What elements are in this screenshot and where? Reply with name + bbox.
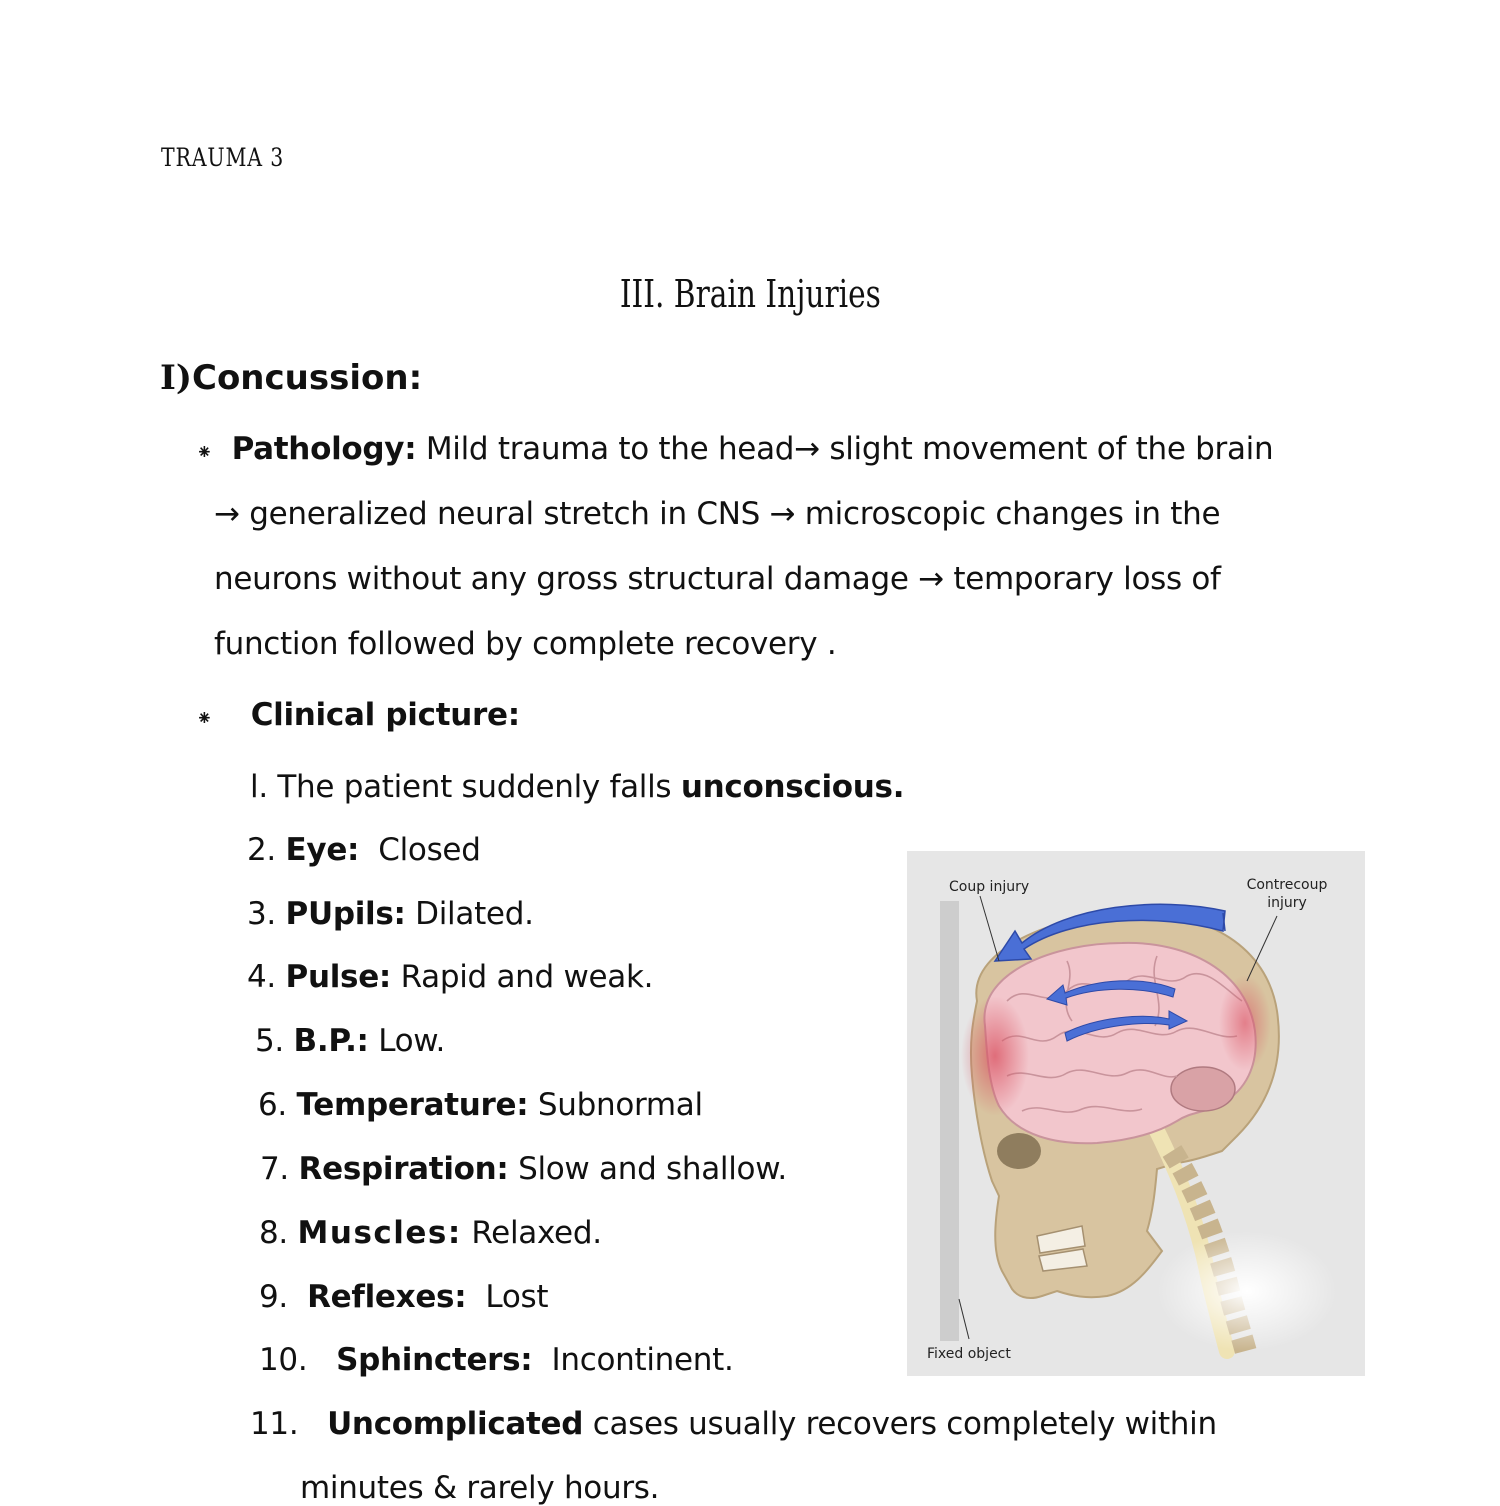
section-heading: I)Concussion: [160,358,423,398]
coup-contrecoup-figure [907,851,1365,1376]
pathology-paragraph-line1 [196,431,1273,467]
list-item: 2. Eye: Closed [247,832,481,868]
list-item: 9. Reflexes: Lost [259,1279,549,1315]
fixed-object-wall [940,901,959,1341]
clinical-heading [196,697,520,733]
bullet-icon: ⁕ [196,706,213,730]
contrecoup-bruise [1219,975,1271,1071]
cerebellum [1171,1067,1235,1111]
list-item: 8. Muscles: Relaxed. [259,1215,602,1251]
pathology-label: Pathology: [231,431,417,467]
list-item: 11. Uncomplicated cases usually recovers completely within [250,1406,1217,1442]
pathology-text: Mild trauma to the head→ slight movement of the brain [416,431,1274,467]
list-item: 5. B.P.: Low. [255,1023,446,1059]
bullet-icon: ⁕ [196,440,213,464]
clinical-label: Clinical picture: [250,697,520,733]
list-item: 4. Pulse: Rapid and weak. [247,959,654,995]
hand-glow [1157,1231,1337,1351]
contrecoup-label-line1: Contrecoup [1246,877,1328,893]
chapter-title: III. Brain Injuries [619,272,881,316]
pathology-paragraph-line3: neurons without any gross structural damage → temporary loss of [214,561,1221,597]
list-item: 10. Sphincters: Incontinent. [259,1342,734,1378]
pathology-paragraph-line2: → generalized neural stretch in CNS → microscopic changes in the [214,496,1221,532]
coup-bruise [961,996,1029,1116]
contrecoup-label-line2: injury [1267,895,1307,911]
list-item: l. The patient suddenly falls unconscious. [250,769,905,805]
eye-socket [997,1133,1041,1169]
fixed-object-label: Fixed object [927,1346,1011,1362]
running-header: TRAUMA 3 [161,143,285,172]
pathology-paragraph-line4: function followed by complete recovery . [214,626,837,662]
list-item: 3. PUpils: Dilated. [247,896,534,932]
list-item: 7. Respiration: Slow and shallow. [260,1151,787,1187]
list-item-continuation: minutes & rarely hours. [300,1470,660,1506]
list-item: 6. Temperature: Subnormal [258,1087,703,1123]
coup-injury-label: Coup injury [949,879,1030,895]
